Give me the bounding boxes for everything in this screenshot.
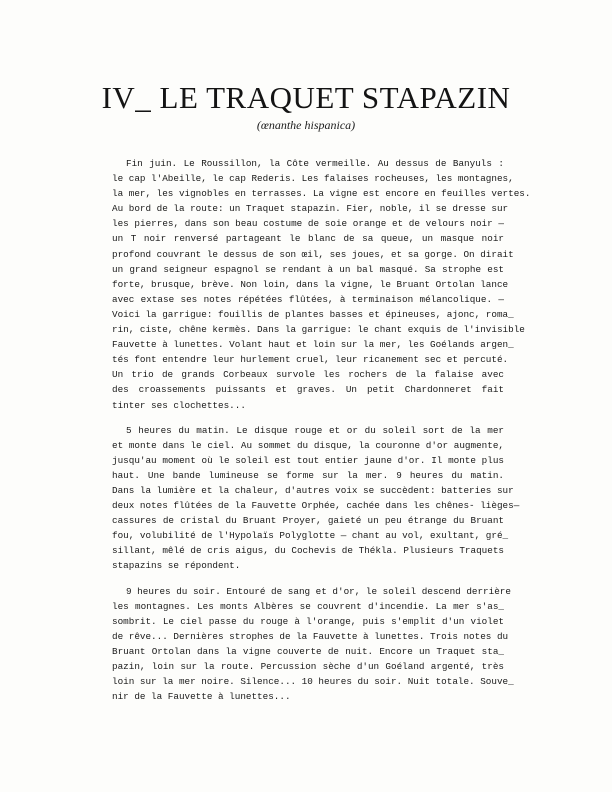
text-line: rin, ciste, chêne kermès. Dans la garrigue: le chant exquis de l'invisible (112, 324, 525, 336)
text-line: fou, volubilité de l'Hypolaïs Polyglotte — chant au vol, exultant, gré_ (112, 530, 509, 542)
text-line: forte, brusque, brève. Non loin, dans la vigne, le Bruant Ortolan lance (112, 278, 509, 290)
text-line: de rêve... Dernières strophes de la Fauvette à lunettes. Trois notes du (112, 630, 509, 642)
text-line: un T noir renversé partageant le blanc de sa queue, un masque noir (112, 233, 504, 245)
text-line: Au bord de la route: un Traquet stapazin. Fier, noble, il se dresse sur (112, 203, 509, 215)
text-line: les montagnes. Les monts Albères se couvrent d'incendie. La mer s'as_ (112, 600, 504, 612)
text-line: sombrit. Le ciel passe du rouge à l'orange, puis s'emplit d'un violet (112, 615, 504, 627)
text-line: stapazins se répondent. (112, 560, 241, 572)
text-line: et monte dans le ciel. Au sommet du disque, la couronne d'or augmente, (112, 439, 504, 451)
text-line: un grand seigneur espagnol se rendant à un bal masqué. Sa strophe est (112, 263, 504, 275)
text-line: Fin juin. Le Roussillon, la Côte vermeille. Au dessus de Banyuls : (126, 158, 504, 169)
body-text (112, 156, 531, 714)
text-line: jusqu'au moment où le soleil est tout entier jaune d'or. Il monte plus (112, 454, 504, 466)
text-line: profond couvrant le dessus de son œil, ses joues, et sa gorge. On dirait (112, 248, 514, 260)
paragraph (112, 156, 531, 413)
text-line: haut. Une bande lumineuse se forme sur la mer. 9 heures du matin. (112, 469, 504, 481)
text-line: loin sur la mer noire. Silence... 10 heures du soir. Nuit totale. Souve_ (112, 676, 514, 688)
chapter-title: IV_ LE TRAQUET STAPAZIN (101, 80, 511, 115)
text-line: 9 heures du soir. Entouré de sang et d'or, le soleil descend derrière (126, 585, 511, 597)
text-line: deux notes flûtées de la Fauvette Orphée, cachée dans les chênes- lièges— (112, 500, 520, 512)
text-line: avec extase ses notes répétées flûtées, à terminaison mélancolique. — (112, 293, 504, 305)
text-line: nir de la Fauvette à lunettes... (112, 691, 291, 703)
text-line: des croassements puissants et graves. Un petit Chardonneret fait (112, 384, 504, 396)
text-line: Dans la lumière et la chaleur, d'autres voix se succèdent: batteries sur (112, 484, 514, 496)
text-line: Bruant Ortolan dans la vigne couverte de nuit. Encore un Traquet sta_ (112, 645, 504, 657)
paragraph (112, 584, 514, 705)
text-line: le cap l'Abeille, le cap Rederis. Les falaises rocheuses, les montagnes, (112, 173, 514, 185)
text-line: tinter ses clochettes... (112, 399, 246, 411)
text-line: cassures de cristal du Bruant Proyer, gaieté un peu étrange du Bruant (112, 515, 504, 527)
text-line: Fauvette à lunettes. Volant haut et loin sur la mer, les Goélands argen_ (112, 339, 514, 351)
text-line: la mer, les vignobles en terrasses. La vigne est encore en feuilles vertes. (112, 188, 531, 200)
text-line: 5 heures du matin. Le disque rouge et or du soleil sort de la mer (126, 424, 504, 436)
text-line: Voici la garrigue: fouillis de plantes basses et épineuses, ajonc, roma_ (112, 308, 514, 320)
text-line: les pierres, dans son beau costume de soie orange et de velours noir — (112, 218, 504, 230)
text-line: sillant, mêlé de cris aigus, du Cochevis de Thékla. Plusieurs Traquets (112, 545, 504, 557)
latin-name-subtitle: (œnanthe hispanica) (256, 118, 356, 132)
text-line: pazin, loin sur la route. Percussion sèche d'un Goéland argenté, très (112, 661, 504, 672)
paragraph (112, 423, 520, 574)
text-line: tés font entendre leur hurlement cruel, leur ricanement sec et percuté. (112, 354, 509, 366)
text-line: Un trio de grands Corbeaux survole les rochers de la falaise avec (112, 369, 504, 381)
